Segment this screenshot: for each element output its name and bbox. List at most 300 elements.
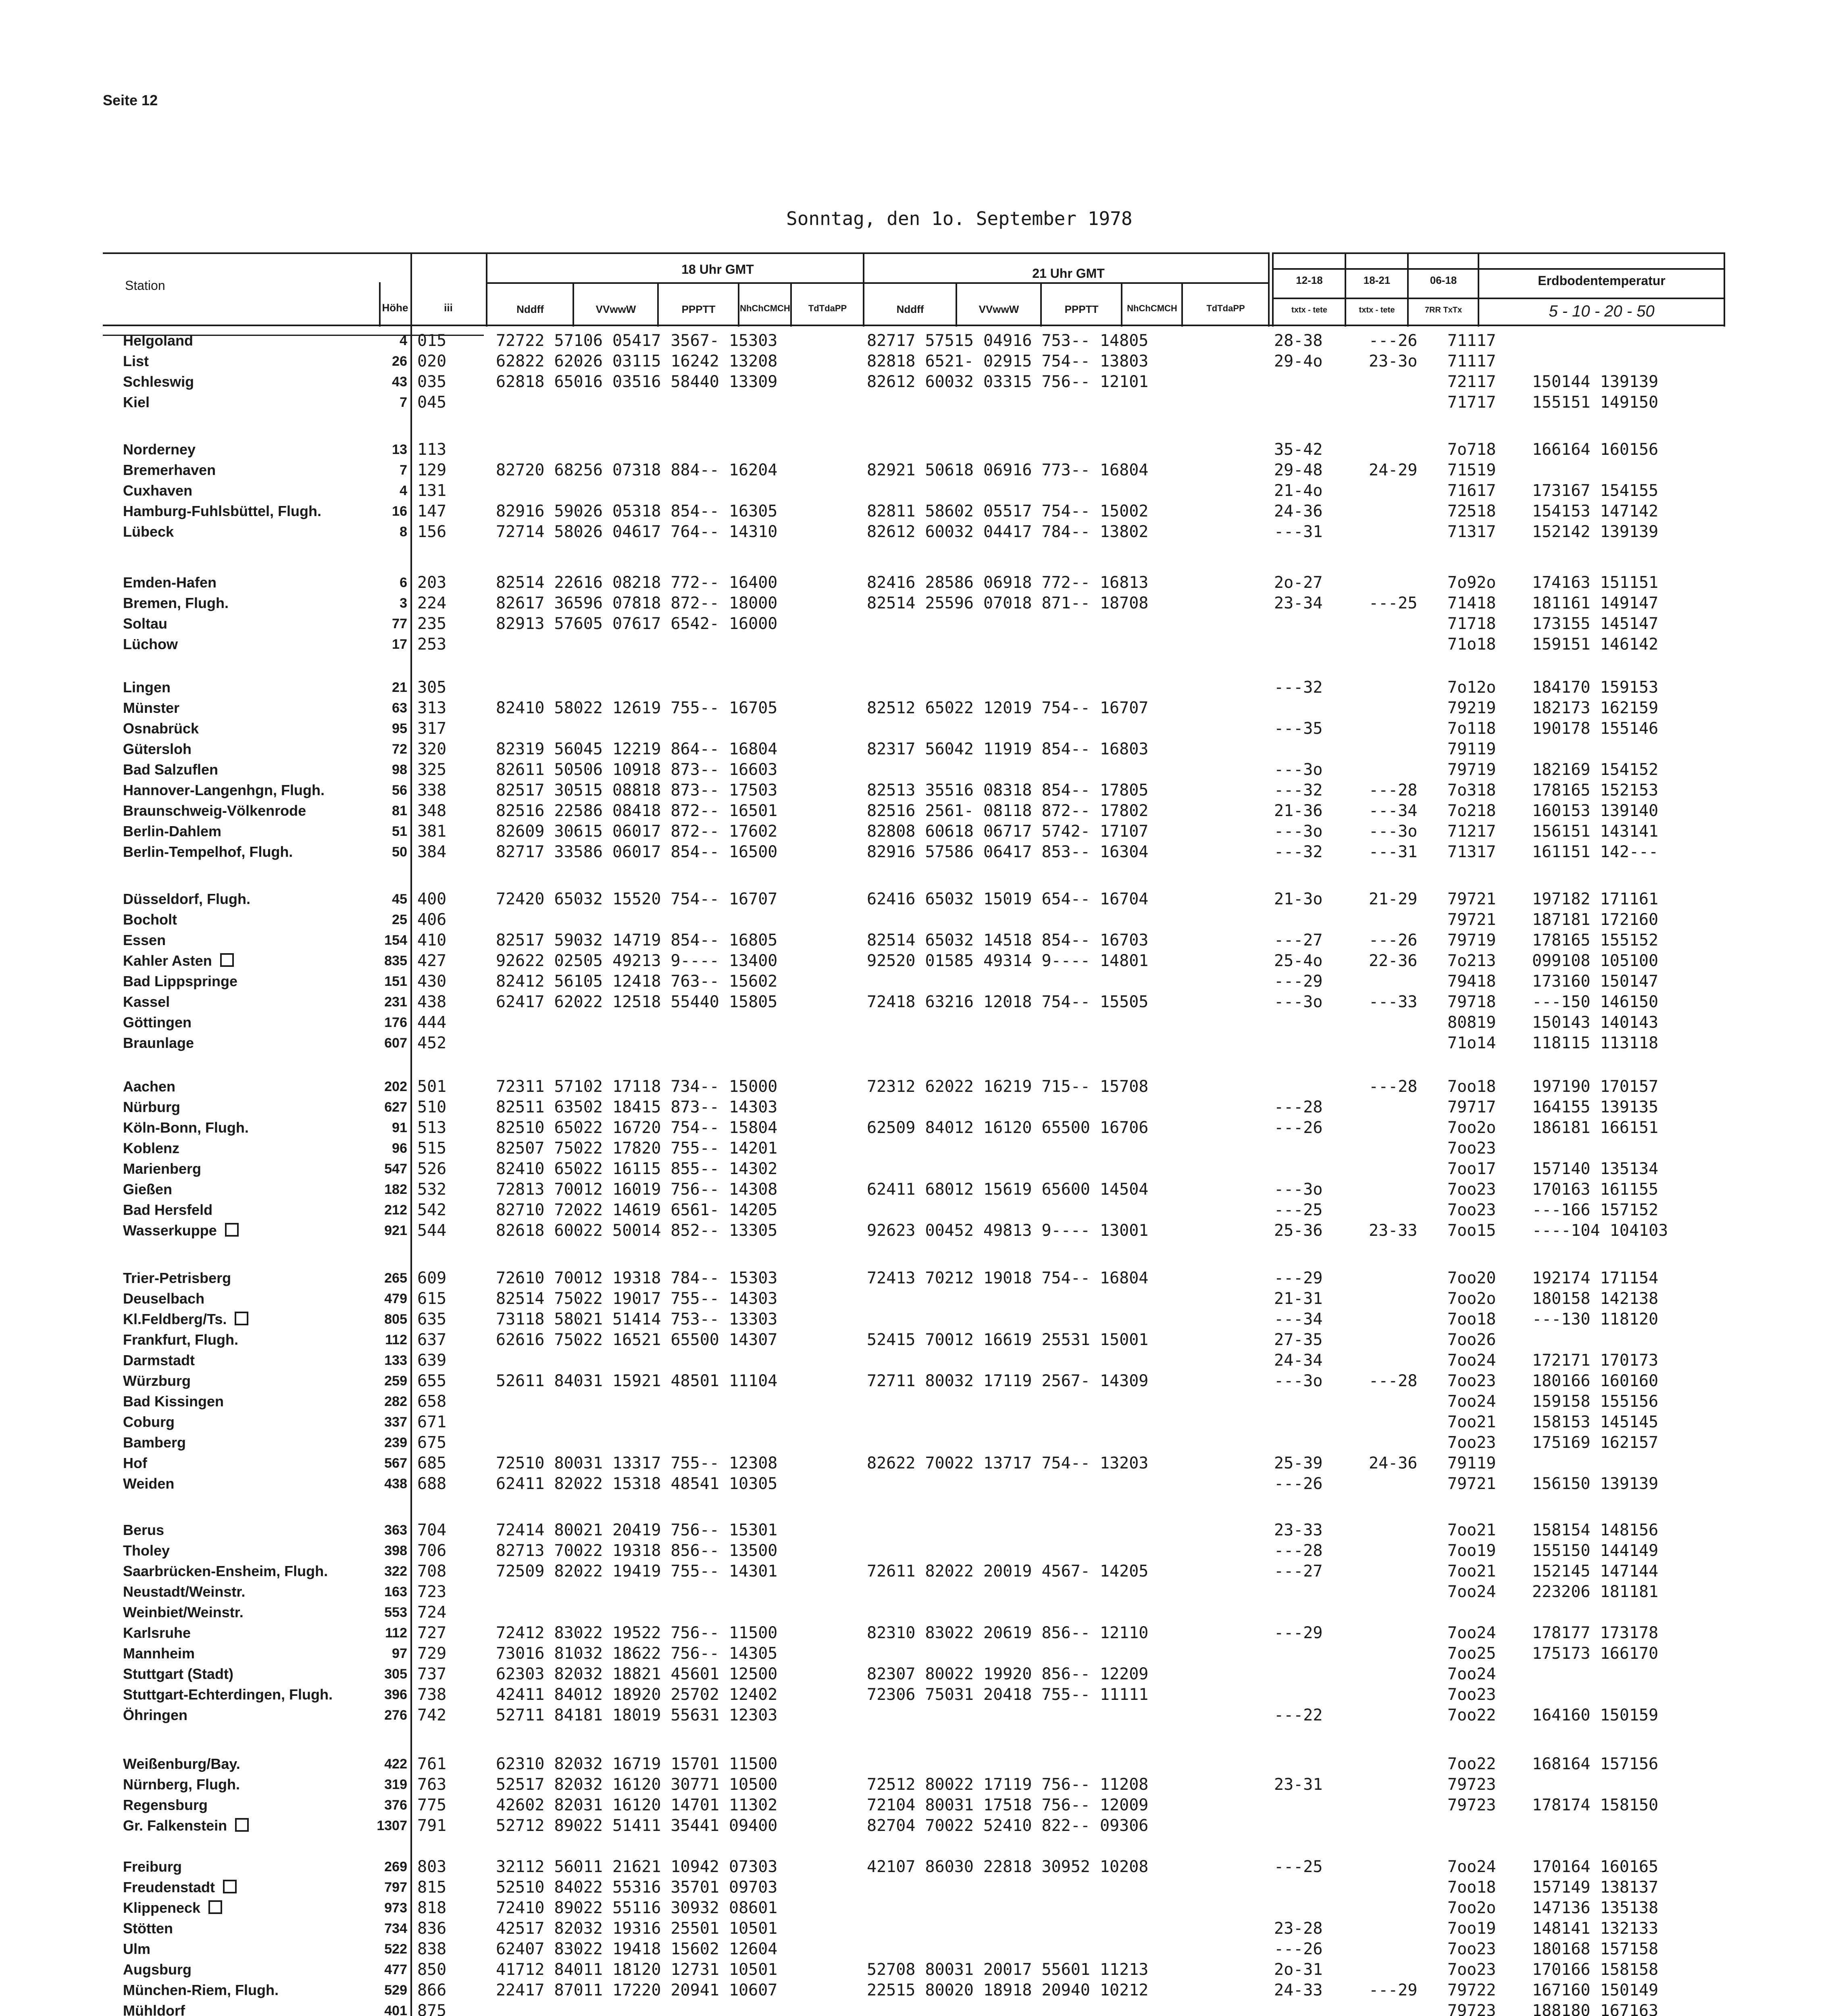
soil-temperatures: 156151 143141 bbox=[1532, 822, 1659, 841]
table-row bbox=[0, 372, 1826, 392]
temp-range-12-18: 23-33 bbox=[1274, 1521, 1323, 1539]
temp-range-12-18: 23-34 bbox=[1274, 594, 1323, 612]
obs-21-gmt: 62416 65032 15019 654-- 16704 bbox=[867, 890, 1149, 908]
obs-18-gmt: 82410 65022 16115 855-- 14302 bbox=[496, 1160, 778, 1178]
table-row bbox=[0, 1309, 1826, 1329]
station-label: Kahler Asten bbox=[123, 952, 212, 969]
temp-range-12-18: ---35 bbox=[1274, 719, 1323, 738]
soil-temperatures: 156150 139139 bbox=[1532, 1475, 1659, 1493]
temp-group-06-18: 72518 bbox=[1447, 502, 1496, 521]
station-label: Bocholt bbox=[123, 911, 177, 928]
station-id: 542 bbox=[417, 1201, 447, 1219]
soil-temperatures: 157149 138137 bbox=[1532, 1878, 1659, 1897]
temp-group-06-18: 79722 bbox=[1447, 1981, 1496, 1999]
station-id: 203 bbox=[417, 573, 447, 592]
station-height: 13 bbox=[392, 442, 407, 457]
station-label: Tholey bbox=[123, 1542, 170, 1559]
station-name bbox=[123, 677, 171, 698]
soil-temperatures: 178174 158150 bbox=[1532, 1796, 1659, 1814]
station-id: 727 bbox=[417, 1624, 447, 1642]
date-title: Sonntag, den 1o. September 1978 bbox=[786, 208, 1133, 229]
soil-temperatures: 178165 152153 bbox=[1532, 781, 1659, 800]
station-id: 875 bbox=[417, 2001, 447, 2016]
temp-range-18-21: ---26 bbox=[1369, 331, 1418, 350]
station-id: 609 bbox=[417, 1269, 447, 1287]
obs-18-gmt: 62310 82032 16719 15701 11500 bbox=[496, 1755, 778, 1773]
obs-21-gmt: 82916 57586 06417 853-- 16304 bbox=[867, 843, 1149, 861]
table-row bbox=[0, 1561, 1826, 1581]
table-row bbox=[0, 1685, 1826, 1705]
station-name bbox=[123, 1453, 147, 1473]
station-id: 723 bbox=[417, 1583, 447, 1601]
station-name bbox=[123, 372, 194, 392]
station-name bbox=[123, 1330, 238, 1350]
station-id: 675 bbox=[417, 1433, 447, 1452]
station-label: Münster bbox=[123, 700, 180, 716]
table-row bbox=[0, 439, 1826, 460]
table-row bbox=[0, 331, 1826, 351]
table-row bbox=[0, 392, 1826, 412]
table-row bbox=[0, 889, 1826, 909]
table-row bbox=[0, 1012, 1826, 1033]
station-name bbox=[123, 1877, 237, 1897]
station-id: 129 bbox=[417, 461, 447, 479]
obs-21-gmt: 92520 01585 49314 9---- 14801 bbox=[867, 952, 1149, 970]
obs-18-gmt: 62303 82032 18821 45601 12500 bbox=[496, 1665, 778, 1683]
square-icon bbox=[235, 1312, 248, 1325]
temp-group-06-18: 7oo23 bbox=[1447, 1940, 1496, 1958]
table-row bbox=[0, 1289, 1826, 1309]
hdr-21-col1: Nddff bbox=[896, 303, 924, 315]
station-label: Hannover-Langenhgn, Flugh. bbox=[123, 782, 325, 798]
soil-temperatures: 172171 170173 bbox=[1532, 1351, 1659, 1370]
hdr-v-7 bbox=[1121, 282, 1122, 327]
station-height: 438 bbox=[384, 1476, 407, 1491]
obs-18-gmt: 82514 22616 08218 772-- 16400 bbox=[496, 573, 778, 592]
station-height: 112 bbox=[385, 1332, 407, 1347]
station-label: Wasserkuppe bbox=[123, 1222, 217, 1239]
station-name bbox=[123, 1077, 175, 1097]
station-height: 239 bbox=[384, 1435, 407, 1450]
station-id: 305 bbox=[417, 678, 447, 697]
temp-group-06-18: 79418 bbox=[1447, 972, 1496, 991]
station-name bbox=[123, 801, 306, 821]
station-name bbox=[123, 1118, 249, 1138]
station-name bbox=[123, 739, 192, 759]
station-name bbox=[123, 439, 196, 460]
obs-21-gmt: 82622 70022 13717 754-- 13203 bbox=[867, 1454, 1149, 1472]
station-label: Mannheim bbox=[123, 1645, 195, 1662]
soil-temperatures: 152145 147144 bbox=[1532, 1562, 1659, 1581]
station-name bbox=[123, 573, 217, 593]
soil-temperatures: 118115 113118 bbox=[1532, 1034, 1659, 1052]
station-label: Soltau bbox=[123, 615, 168, 632]
temp-range-12-18: ---3o bbox=[1274, 993, 1323, 1011]
soil-temperatures: 159151 146142 bbox=[1532, 635, 1659, 654]
table-row bbox=[0, 1939, 1826, 1959]
obs-18-gmt: 52611 84031 15921 48501 11104 bbox=[496, 1372, 778, 1390]
obs-21-gmt: 62509 84012 16120 65500 16706 bbox=[867, 1118, 1149, 1137]
temp-group-06-18: 7oo17 bbox=[1447, 1160, 1496, 1178]
station-name bbox=[123, 971, 237, 991]
obs-18-gmt: 82617 36596 07818 872-- 18000 bbox=[496, 594, 778, 612]
soil-temperatures: 180166 160160 bbox=[1532, 1372, 1659, 1390]
hdr-v-4 bbox=[790, 282, 792, 327]
station-name bbox=[123, 1623, 191, 1643]
station-id: 836 bbox=[417, 1919, 447, 1938]
soil-temperatures: 170166 158158 bbox=[1532, 1960, 1659, 1979]
temp-range-12-18: 27-35 bbox=[1274, 1331, 1323, 1349]
hdr-station: Station bbox=[125, 278, 165, 293]
table-row bbox=[0, 1097, 1826, 1117]
station-height: 50 bbox=[392, 844, 407, 860]
hdr-21-col5: TdTdaPP bbox=[1206, 303, 1245, 313]
hdr-v-11 bbox=[1345, 252, 1346, 327]
header-right-top-rule bbox=[1272, 252, 1724, 254]
station-name bbox=[123, 1220, 239, 1241]
obs-21-gmt: 22515 80020 18918 20940 10212 bbox=[867, 1981, 1149, 1999]
station-name bbox=[123, 1012, 192, 1033]
station-name bbox=[123, 1960, 192, 1980]
station-id: 685 bbox=[417, 1454, 447, 1472]
temp-range-12-18: ---29 bbox=[1274, 1624, 1323, 1642]
station-id: 438 bbox=[417, 993, 447, 1011]
temp-range-18-21: ---29 bbox=[1369, 1981, 1418, 1999]
table-row bbox=[0, 614, 1826, 634]
station-label: Norderney bbox=[123, 441, 196, 458]
obs-21-gmt: 82921 50618 06916 773-- 16804 bbox=[867, 461, 1149, 479]
temp-group-06-18: 71519 bbox=[1447, 461, 1496, 479]
temp-group-06-18: 79119 bbox=[1447, 740, 1496, 758]
station-id: 406 bbox=[417, 910, 447, 929]
station-id: 313 bbox=[417, 699, 447, 717]
station-id: 706 bbox=[417, 1541, 447, 1560]
station-height: 133 bbox=[384, 1353, 407, 1368]
temp-range-12-18: 24-34 bbox=[1274, 1351, 1323, 1370]
obs-21-gmt: 72312 62022 16219 715-- 15708 bbox=[867, 1077, 1149, 1096]
temp-group-06-18: 71o14 bbox=[1447, 1034, 1496, 1052]
temp-range-12-18: ---26 bbox=[1274, 1118, 1323, 1137]
hdr-period-06-18: 06-18 bbox=[1430, 274, 1457, 286]
station-label: Bad Hersfeld bbox=[123, 1202, 213, 1218]
temp-group-06-18: 71317 bbox=[1447, 523, 1496, 541]
obs-18-gmt: 72714 58026 04617 764-- 14310 bbox=[496, 523, 778, 541]
temp-range-12-18: 25-39 bbox=[1274, 1454, 1323, 1472]
soil-temperatures: 173167 154155 bbox=[1532, 481, 1659, 500]
hdr-v-12 bbox=[1407, 252, 1409, 327]
table-row bbox=[0, 1643, 1826, 1664]
temp-group-06-18: 7oo2o bbox=[1447, 1899, 1496, 1917]
obs-21-gmt: 72711 80032 17119 2567- 14309 bbox=[867, 1372, 1149, 1390]
station-id: 430 bbox=[417, 972, 447, 991]
station-height: 479 bbox=[384, 1291, 407, 1306]
obs-18-gmt: 82510 65022 16720 754-- 15804 bbox=[496, 1118, 778, 1137]
table-row bbox=[0, 1453, 1826, 1473]
station-name bbox=[123, 821, 221, 841]
temp-group-06-18: 71617 bbox=[1447, 481, 1496, 500]
station-label: Frankfurt, Flugh. bbox=[123, 1331, 238, 1348]
temp-group-06-18: 71317 bbox=[1447, 843, 1496, 861]
soil-temperatures: 190178 155146 bbox=[1532, 719, 1659, 738]
obs-18-gmt: 62411 82022 15318 48541 10305 bbox=[496, 1475, 778, 1493]
soil-temperatures: 180158 142138 bbox=[1532, 1289, 1659, 1308]
soil-temperatures: 186181 166151 bbox=[1532, 1118, 1659, 1137]
station-label: List bbox=[123, 353, 149, 369]
station-id: 708 bbox=[417, 1562, 447, 1581]
temp-group-06-18: 7oo20 bbox=[1447, 1269, 1496, 1287]
temp-group-06-18: 7oo25 bbox=[1447, 1644, 1496, 1663]
station-height: 98 bbox=[392, 762, 407, 777]
station-label: Trier-Petrisberg bbox=[123, 1270, 231, 1286]
table-row bbox=[0, 1220, 1826, 1241]
station-label: Neustadt/Weinstr. bbox=[123, 1583, 246, 1600]
table-row bbox=[0, 1330, 1826, 1350]
station-label: Helgoland bbox=[123, 332, 194, 349]
station-name bbox=[123, 2001, 185, 2016]
obs-18-gmt: 52510 84022 55316 35701 09703 bbox=[496, 1878, 778, 1897]
obs-18-gmt: 82720 68256 07318 884-- 16204 bbox=[496, 461, 778, 479]
soil-temperatures: 157140 135134 bbox=[1532, 1160, 1659, 1178]
table-row bbox=[0, 593, 1826, 613]
station-id: 427 bbox=[417, 952, 447, 970]
table-row bbox=[0, 1816, 1826, 1836]
table-row bbox=[0, 522, 1826, 542]
station-name bbox=[123, 1391, 224, 1412]
station-label: Koblenz bbox=[123, 1140, 179, 1156]
hdr-depths: 5 - 10 - 20 - 50 bbox=[1549, 302, 1655, 320]
header-mid-rule bbox=[486, 282, 1268, 284]
temp-group-06-18: 7o218 bbox=[1447, 802, 1496, 820]
hdr-v-6 bbox=[1040, 282, 1042, 327]
station-height: 95 bbox=[392, 721, 407, 736]
station-label: Cuxhaven bbox=[123, 482, 193, 499]
temp-range-12-18: ---25 bbox=[1274, 1201, 1323, 1219]
obs-18-gmt: 82611 50506 10918 873-- 16603 bbox=[496, 760, 778, 779]
temp-range-12-18: ---3o bbox=[1274, 1372, 1323, 1390]
obs-18-gmt: 42411 84012 18920 25702 12402 bbox=[496, 1685, 778, 1704]
soil-temperatures: 174163 151151 bbox=[1532, 573, 1659, 592]
temp-range-18-21: ---33 bbox=[1369, 993, 1418, 1011]
station-id: 015 bbox=[417, 331, 447, 350]
station-height: 553 bbox=[384, 1605, 407, 1620]
station-id: 729 bbox=[417, 1644, 447, 1663]
soil-temperatures: 173160 150147 bbox=[1532, 972, 1659, 991]
station-name bbox=[123, 842, 293, 862]
temp-range-12-18: 21-4o bbox=[1274, 481, 1323, 500]
temp-range-12-18: ---28 bbox=[1274, 1098, 1323, 1116]
table-row bbox=[0, 1433, 1826, 1453]
temp-range-12-18: 24-33 bbox=[1274, 1981, 1323, 1999]
table-row bbox=[0, 780, 1826, 800]
temp-range-18-21: ---28 bbox=[1369, 1372, 1418, 1390]
station-height: 805 bbox=[384, 1312, 407, 1327]
temp-range-12-18: 35-42 bbox=[1274, 440, 1323, 459]
soil-temperatures: 175169 162157 bbox=[1532, 1433, 1659, 1452]
temp-range-18-21: ---34 bbox=[1369, 802, 1418, 820]
table-row bbox=[0, 698, 1826, 718]
hdr-formula-1: txtx - tete bbox=[1291, 306, 1327, 314]
obs-21-gmt: 72512 80022 17119 756-- 11208 bbox=[867, 1775, 1149, 1794]
station-height: 607 bbox=[384, 1035, 407, 1051]
soil-temperatures: 168164 157156 bbox=[1532, 1755, 1659, 1773]
table-row bbox=[0, 1033, 1826, 1053]
obs-21-gmt: 72418 63216 12018 754-- 15505 bbox=[867, 993, 1149, 1011]
station-height: 182 bbox=[384, 1182, 407, 1197]
station-id: 501 bbox=[417, 1077, 447, 1096]
temp-group-06-18: 7oo24 bbox=[1447, 1392, 1496, 1411]
station-name bbox=[123, 1561, 328, 1581]
station-id: 131 bbox=[417, 481, 447, 500]
station-height: 567 bbox=[384, 1456, 407, 1471]
station-height: 276 bbox=[384, 1708, 407, 1723]
temp-range-12-18: ---29 bbox=[1274, 1269, 1323, 1287]
table-row bbox=[0, 1602, 1826, 1622]
station-height: 77 bbox=[392, 616, 407, 631]
temp-group-06-18: 7oo23 bbox=[1447, 1372, 1496, 1390]
table-row bbox=[0, 1774, 1826, 1795]
temp-range-12-18: 24-36 bbox=[1274, 502, 1323, 521]
table-row bbox=[0, 460, 1826, 480]
obs-18-gmt: 82710 72022 14619 6561- 14205 bbox=[496, 1201, 778, 1219]
hdr-v-2 bbox=[657, 282, 659, 327]
station-id: 815 bbox=[417, 1878, 447, 1897]
station-height: 627 bbox=[384, 1100, 407, 1115]
station-label: Aachen bbox=[123, 1078, 176, 1095]
temp-range-12-18: ---32 bbox=[1274, 843, 1323, 861]
obs-18-gmt: 52517 82032 16120 30771 10500 bbox=[496, 1775, 778, 1794]
station-label: Saarbrücken-Ensheim, Flugh. bbox=[123, 1563, 328, 1579]
soil-temperatures: 192174 171154 bbox=[1532, 1269, 1659, 1287]
soil-temperatures: 197190 170157 bbox=[1532, 1077, 1659, 1096]
soil-temperatures: ---150 146150 bbox=[1532, 993, 1659, 1011]
station-id: 320 bbox=[417, 740, 447, 758]
station-height: 212 bbox=[384, 1202, 407, 1218]
obs-21-gmt: 82704 70022 52410 822-- 09306 bbox=[867, 1816, 1149, 1835]
soil-temperatures: 158153 145145 bbox=[1532, 1413, 1659, 1431]
temp-range-12-18: 29-48 bbox=[1274, 461, 1323, 479]
square-icon bbox=[225, 1223, 239, 1237]
station-label: Hof bbox=[123, 1455, 147, 1471]
station-height: 3 bbox=[400, 596, 407, 611]
obs-18-gmt: 82913 57605 07617 6542- 16000 bbox=[496, 614, 778, 633]
obs-21-gmt: 82516 2561- 08118 872-- 17802 bbox=[867, 802, 1149, 820]
station-id: 761 bbox=[417, 1755, 447, 1773]
temp-range-18-21: 22-36 bbox=[1369, 952, 1418, 970]
hdr-18-col1: Nddff bbox=[516, 303, 544, 315]
station-name bbox=[123, 1541, 170, 1561]
station-id: 338 bbox=[417, 781, 447, 800]
soil-temperatures: 187181 172160 bbox=[1532, 910, 1659, 929]
obs-21-gmt: 82612 60032 04417 784-- 13802 bbox=[867, 523, 1149, 541]
soil-temperatures: 150143 140143 bbox=[1532, 1013, 1659, 1032]
temp-group-06-18: 79718 bbox=[1447, 993, 1496, 1011]
station-label: Bad Kissingen bbox=[123, 1393, 224, 1410]
obs-18-gmt: 82517 30515 08818 873-- 17503 bbox=[496, 781, 778, 800]
obs-18-gmt: 72722 57106 05417 3567- 15303 bbox=[496, 331, 778, 350]
station-height: 91 bbox=[392, 1120, 407, 1135]
temp-group-06-18: 7oo26 bbox=[1447, 1331, 1496, 1349]
hdr-21-col3: PPPTT bbox=[1064, 303, 1099, 315]
temp-group-06-18: 71217 bbox=[1447, 822, 1496, 841]
obs-18-gmt: 41712 84011 18120 12731 10501 bbox=[496, 1960, 778, 1979]
station-height: 81 bbox=[392, 803, 407, 818]
temp-group-06-18: 7oo21 bbox=[1447, 1413, 1496, 1431]
station-id: 348 bbox=[417, 802, 447, 820]
station-id: 818 bbox=[417, 1899, 447, 1917]
station-name bbox=[123, 1685, 333, 1705]
soil-temperatures: 158154 148156 bbox=[1532, 1521, 1659, 1539]
station-id: 384 bbox=[417, 843, 447, 861]
soil-temperatures: ---130 118120 bbox=[1532, 1310, 1659, 1329]
temp-group-06-18: 7oo21 bbox=[1447, 1562, 1496, 1581]
temp-group-06-18: 79723 bbox=[1447, 1775, 1496, 1794]
obs-18-gmt: 72509 82022 19419 755-- 14301 bbox=[496, 1562, 778, 1581]
station-height: 921 bbox=[384, 1223, 407, 1238]
soil-temperatures: 099108 105100 bbox=[1532, 952, 1659, 970]
hdr-v-5 bbox=[956, 282, 957, 327]
obs-21-gmt: 82717 57515 04916 753-- 14805 bbox=[867, 331, 1149, 350]
obs-18-gmt: 72410 89022 55116 30932 08601 bbox=[496, 1899, 778, 1917]
station-label: Regensburg bbox=[123, 1797, 208, 1813]
station-name bbox=[123, 392, 150, 412]
station-height: 305 bbox=[384, 1666, 407, 1682]
station-id: 838 bbox=[417, 1940, 447, 1958]
temp-group-06-18: 7oo24 bbox=[1447, 1351, 1496, 1370]
obs-18-gmt: 72813 70012 16019 756-- 14308 bbox=[496, 1180, 778, 1199]
soil-temperatures: 164155 139135 bbox=[1532, 1098, 1659, 1116]
table-row bbox=[0, 1541, 1826, 1561]
obs-18-gmt: 82713 70022 19318 856-- 13500 bbox=[496, 1541, 778, 1560]
station-id: 510 bbox=[417, 1098, 447, 1116]
hdr-v-3 bbox=[738, 282, 739, 327]
table-row bbox=[0, 1200, 1826, 1220]
station-name bbox=[123, 930, 166, 950]
station-name bbox=[123, 1371, 191, 1391]
station-label: Darmstadt bbox=[123, 1352, 195, 1368]
station-label: Bad Lippspringe bbox=[123, 973, 238, 989]
obs-18-gmt: 72311 57102 17118 734-- 15000 bbox=[496, 1077, 778, 1096]
station-name bbox=[123, 1520, 164, 1540]
temp-range-12-18: ---3o bbox=[1274, 822, 1323, 841]
temp-group-06-18: 71117 bbox=[1447, 352, 1496, 371]
obs-18-gmt: 82412 56105 12418 763-- 15602 bbox=[496, 972, 778, 991]
temp-group-06-18: 7oo24 bbox=[1447, 1665, 1496, 1683]
obs-18-gmt: 72414 80021 20419 756-- 15301 bbox=[496, 1521, 778, 1539]
station-label: Schleswig bbox=[123, 373, 194, 390]
station-name bbox=[123, 1350, 195, 1370]
table-row bbox=[0, 821, 1826, 841]
temp-group-06-18: 7oo19 bbox=[1447, 1541, 1496, 1560]
station-label: Ulm bbox=[123, 1941, 151, 1957]
table-row bbox=[0, 951, 1826, 971]
station-id: 635 bbox=[417, 1310, 447, 1329]
station-height: 151 bbox=[384, 974, 407, 989]
station-name bbox=[123, 1474, 174, 1494]
station-height: 319 bbox=[384, 1777, 407, 1792]
obs-21-gmt: 82307 80022 19920 856-- 12209 bbox=[867, 1665, 1149, 1683]
temp-group-06-18: 7oo18 bbox=[1447, 1878, 1496, 1897]
station-label: Bad Salzuflen bbox=[123, 761, 219, 778]
station-label: Braunschweig-Völkenrode bbox=[123, 802, 306, 819]
square-icon bbox=[235, 1818, 249, 1832]
temp-range-12-18: ---22 bbox=[1274, 1706, 1323, 1724]
hdr-v-hoehe bbox=[379, 282, 381, 327]
obs-21-gmt: 82514 25596 07018 871-- 18708 bbox=[867, 594, 1149, 612]
temp-range-12-18: ---3o bbox=[1274, 1180, 1323, 1199]
table-row bbox=[0, 1623, 1826, 1643]
table-row bbox=[0, 1138, 1826, 1158]
temp-range-12-18: 21-36 bbox=[1274, 802, 1323, 820]
